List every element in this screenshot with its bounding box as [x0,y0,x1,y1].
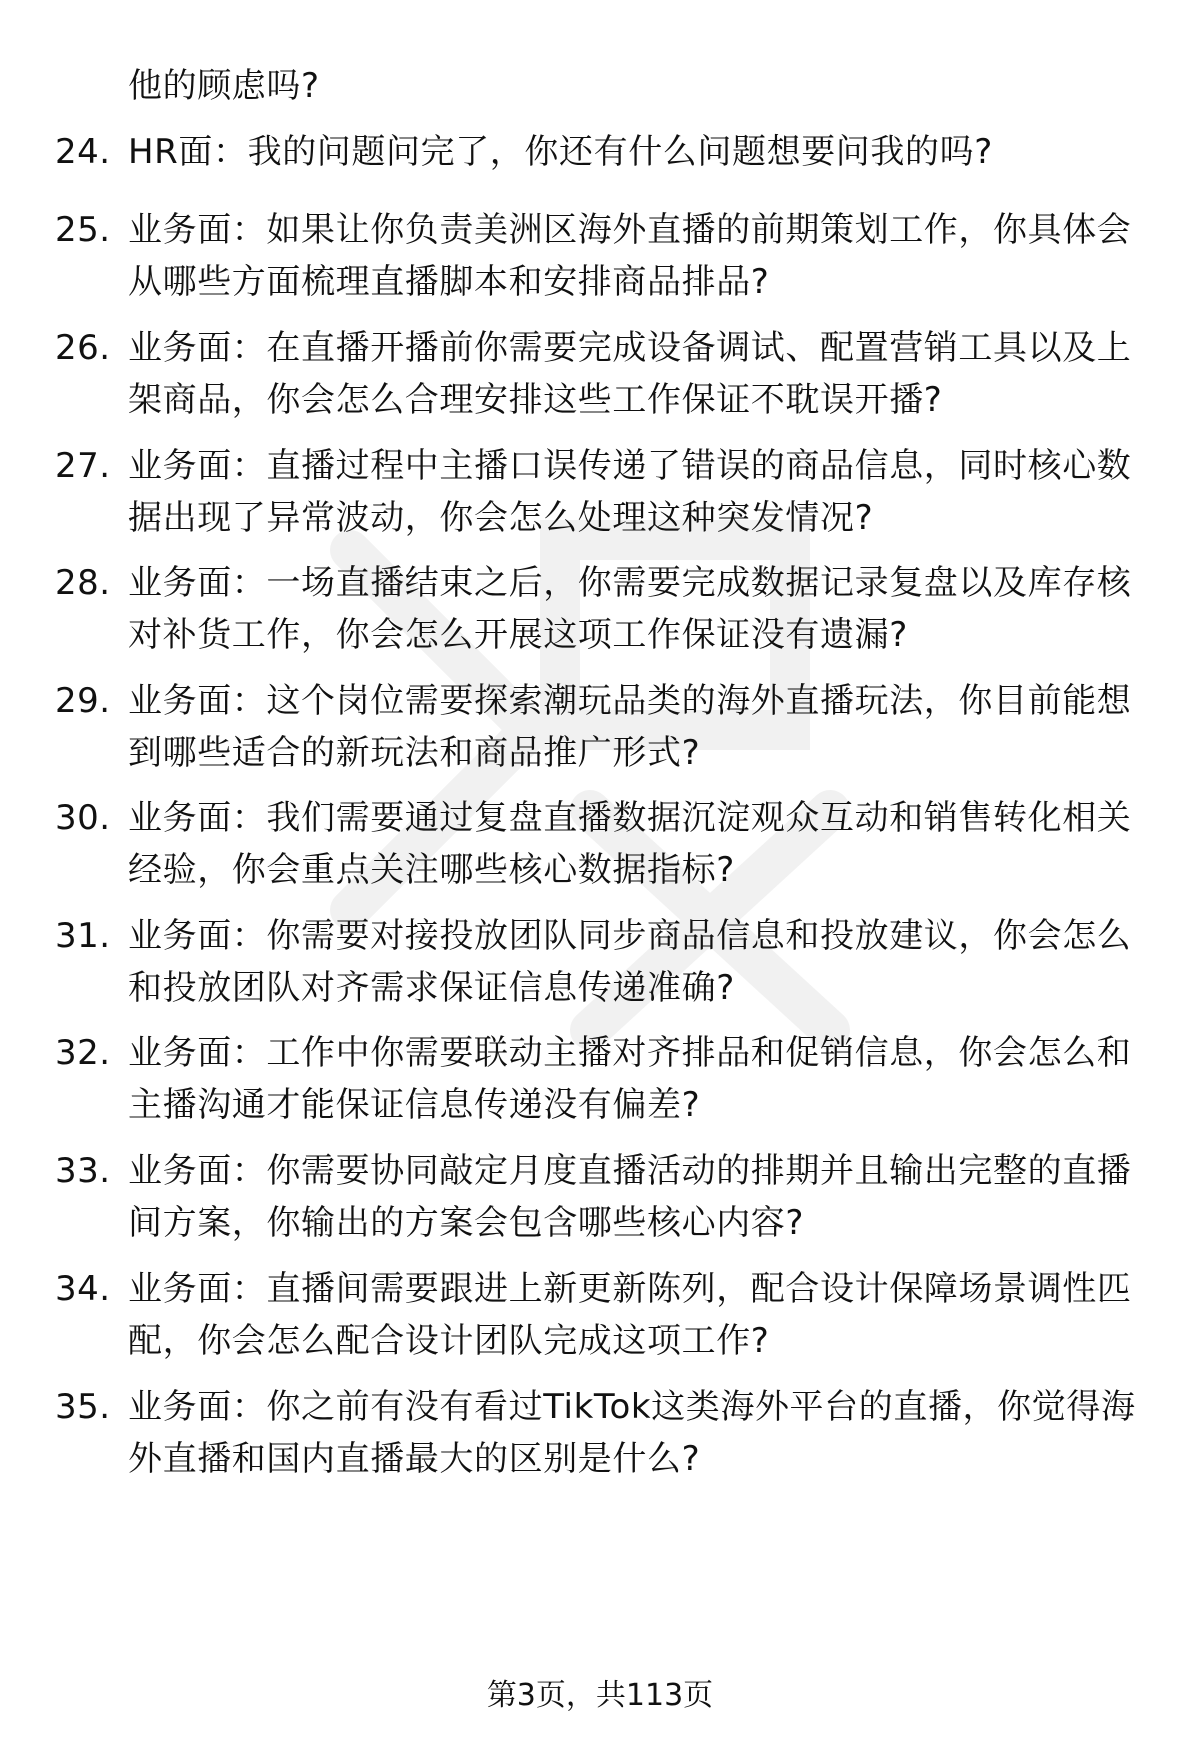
question-number: 30. [55,798,111,838]
page-footer: 第3页，共113页 [486,1678,714,1713]
question-text: 业务面：这个岗位需要探索潮玩品类的海外直播玩法，你目前能想到哪些适合的新玩法和商品推广形式? [128,681,1132,773]
question-number: 33. [55,1151,111,1191]
question-text: 业务面：你之前有没有看过TikTok这类海外平台的直播，你觉得海外直播和国内直播最大的区别是什么? [128,1387,1136,1479]
question-text: 业务面：直播过程中主播口误传递了错误的商品信息，同时核心数据出现了异常波动，你会怎么处理这种突发情况? [128,446,1132,538]
question-number: 34. [55,1269,111,1309]
question-number: 26. [55,328,111,368]
question-text: 他的顾虑吗? [128,66,320,106]
question-text: 业务面：直播间需要跟进上新更新陈列，配合设计保障场景调性匹配，你会怎么配合设计团队完成这项工作? [128,1269,1132,1361]
question-text: 业务面：一场直播结束之后，你需要完成数据记录复盘以及库存核对补货工作，你会怎么开展这项工作保证没有遗漏? [128,563,1132,655]
question-text: 业务面：工作中你需要联动主播对齐排品和促销信息，你会怎么和主播沟通才能保证信息传递没有偏差? [128,1033,1132,1125]
question-number: 28. [55,563,111,603]
question-number: 25. [55,210,111,250]
question-text: 业务面：我们需要通过复盘直播数据沉淀观众互动和销售转化相关经验，你会重点关注哪些核心数据指标? [128,798,1132,890]
question-text: 业务面：如果让你负责美洲区海外直播的前期策划工作，你具体会从哪些方面梳理直播脚本和安排商品排品? [128,210,1132,302]
question-number: 27. [55,446,111,486]
question-number: 24. [55,132,111,172]
question-number: 29. [55,681,111,721]
question-text: 业务面：你需要协同敲定月度直播活动的排期并且输出完整的直播间方案，你输出的方案会包含哪些核心内容? [128,1151,1132,1243]
question-text: 业务面：你需要对接投放团队同步商品信息和投放建议，你会怎么和投放团队对齐需求保证信息传递准确? [128,916,1132,1008]
question-number: 32. [55,1033,111,1073]
question-text: HR面：我的问题问完了，你还有什么问题想要问我的吗? [128,132,993,172]
question-text: 业务面：在直播开播前你需要完成设备调试、配置营销工具以及上架商品，你会怎么合理安排这些工作保证不耽误开播? [128,328,1132,420]
question-number: 31. [55,916,111,956]
question-number: 35. [55,1387,111,1427]
